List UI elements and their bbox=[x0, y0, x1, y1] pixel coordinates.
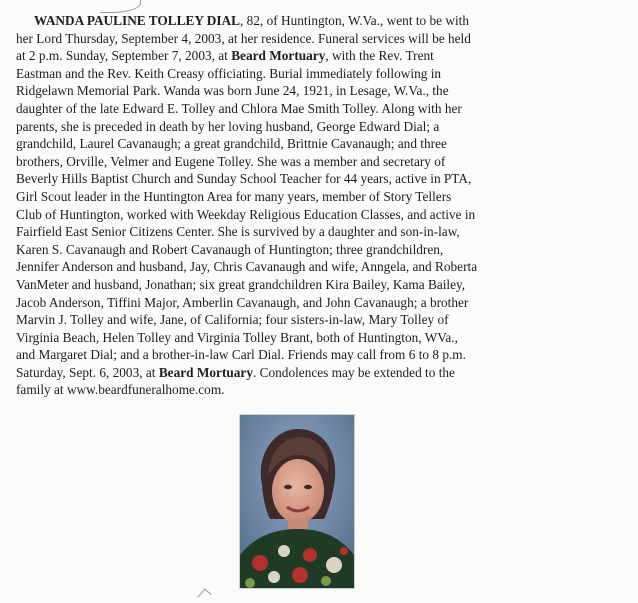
obituary-line: Girl Scout leader in the Huntington Area for many years, member of Story Tellers bbox=[16, 188, 452, 204]
portrait-photo-icon bbox=[240, 415, 354, 588]
mortuary-name: Beard Mortuary bbox=[158, 364, 253, 380]
obituary-line: grandchild, Laurel Cavanaugh; a great grandchild, Brittnie Cavanaugh; and three bbox=[16, 136, 447, 152]
obituary-line: Karen S. Cavanaugh and Robert Cavanaugh of Huntington; three grandchildren, bbox=[16, 241, 444, 257]
obituary-line: Jacob Anderson, Tiffini Major, Amberlin Cavanaugh, and John Cavanaugh; a brother bbox=[16, 294, 469, 310]
obituary-line: Club of Huntington, worked with Weekday Religious Education Classes, and active in bbox=[16, 206, 476, 222]
obituary-line: family at www.beardfuneralhome.com. bbox=[16, 382, 225, 398]
obituary-line: and Margaret Dial; and a brother-in-law Carl Dial. Friends may call from 6 to 8 p.m. bbox=[16, 347, 466, 363]
obituary-line: daughter of the late Edward E. Tolley and Chlora Mae Smith Tolley. Along with her bbox=[16, 100, 462, 116]
obituary-line: VanMeter and husband, Jonathan; six great grandchildren Kira Bailey, Kama Bailey, bbox=[16, 276, 466, 292]
obituary-line: Virginia Beach, Helen Tolley and Virginia Tolley Brant, both of Huntington, WVa., bbox=[16, 329, 458, 345]
obituary-text bbox=[16, 12, 626, 399]
obituary-line: parents, she is preceded in death by her loving husband, George Edward Dial; a bbox=[16, 118, 440, 134]
obituary-line: at 2 p.m. Sunday, September 7, 2003, at Beard Mortuary, with the Rev. Trent bbox=[16, 48, 434, 64]
obituary-line: Beverly Hills Baptist Church and Sunday School Teacher for 44 years, active in PTA, bbox=[16, 171, 472, 187]
obituary-line: Fairfield East Senior Citizens Center. She is survived by a daughter and son-in-law, bbox=[16, 224, 460, 240]
obituary-line: her Lord Thursday, September 4, 2003, at her residence. Funeral services will be held bbox=[16, 30, 471, 46]
obituary-line: Marvin J. Tolley and wife, Jane, of California; four sisters-in-law, Mary Tolley of bbox=[16, 312, 449, 328]
obituary-line: Eastman and the Rev. Keith Creasy officiating. Burial immediately following in bbox=[16, 65, 442, 81]
deceased-name: WANDA PAULINE TOLLEY DIAL bbox=[34, 13, 241, 28]
obituary-line: Saturday, Sept. 6, 2003, at Beard Mortuary. Condolences may be extended to the bbox=[16, 364, 455, 380]
portrait-photo bbox=[239, 414, 355, 589]
scan-edge-mark bbox=[198, 588, 212, 602]
obituary-line: Ridgelawn Memorial Park. Wanda was born June 24, 1921, in Lesage, W.Va., the bbox=[16, 83, 449, 99]
obituary-line: Jennifer Anderson and husband, Jay, Chris Cavanaugh and wife, Anngela, and Roberta bbox=[16, 259, 478, 275]
obituary-line: brothers, Orville, Velmer and Eugene Tolley. She was a member and secretary of bbox=[16, 153, 446, 169]
mortuary-name: Beard Mortuary bbox=[231, 48, 326, 64]
obituary-line: WANDA PAULINE TOLLEY DIAL, 82, of Huntington, W.Va., went to be with bbox=[34, 13, 470, 28]
